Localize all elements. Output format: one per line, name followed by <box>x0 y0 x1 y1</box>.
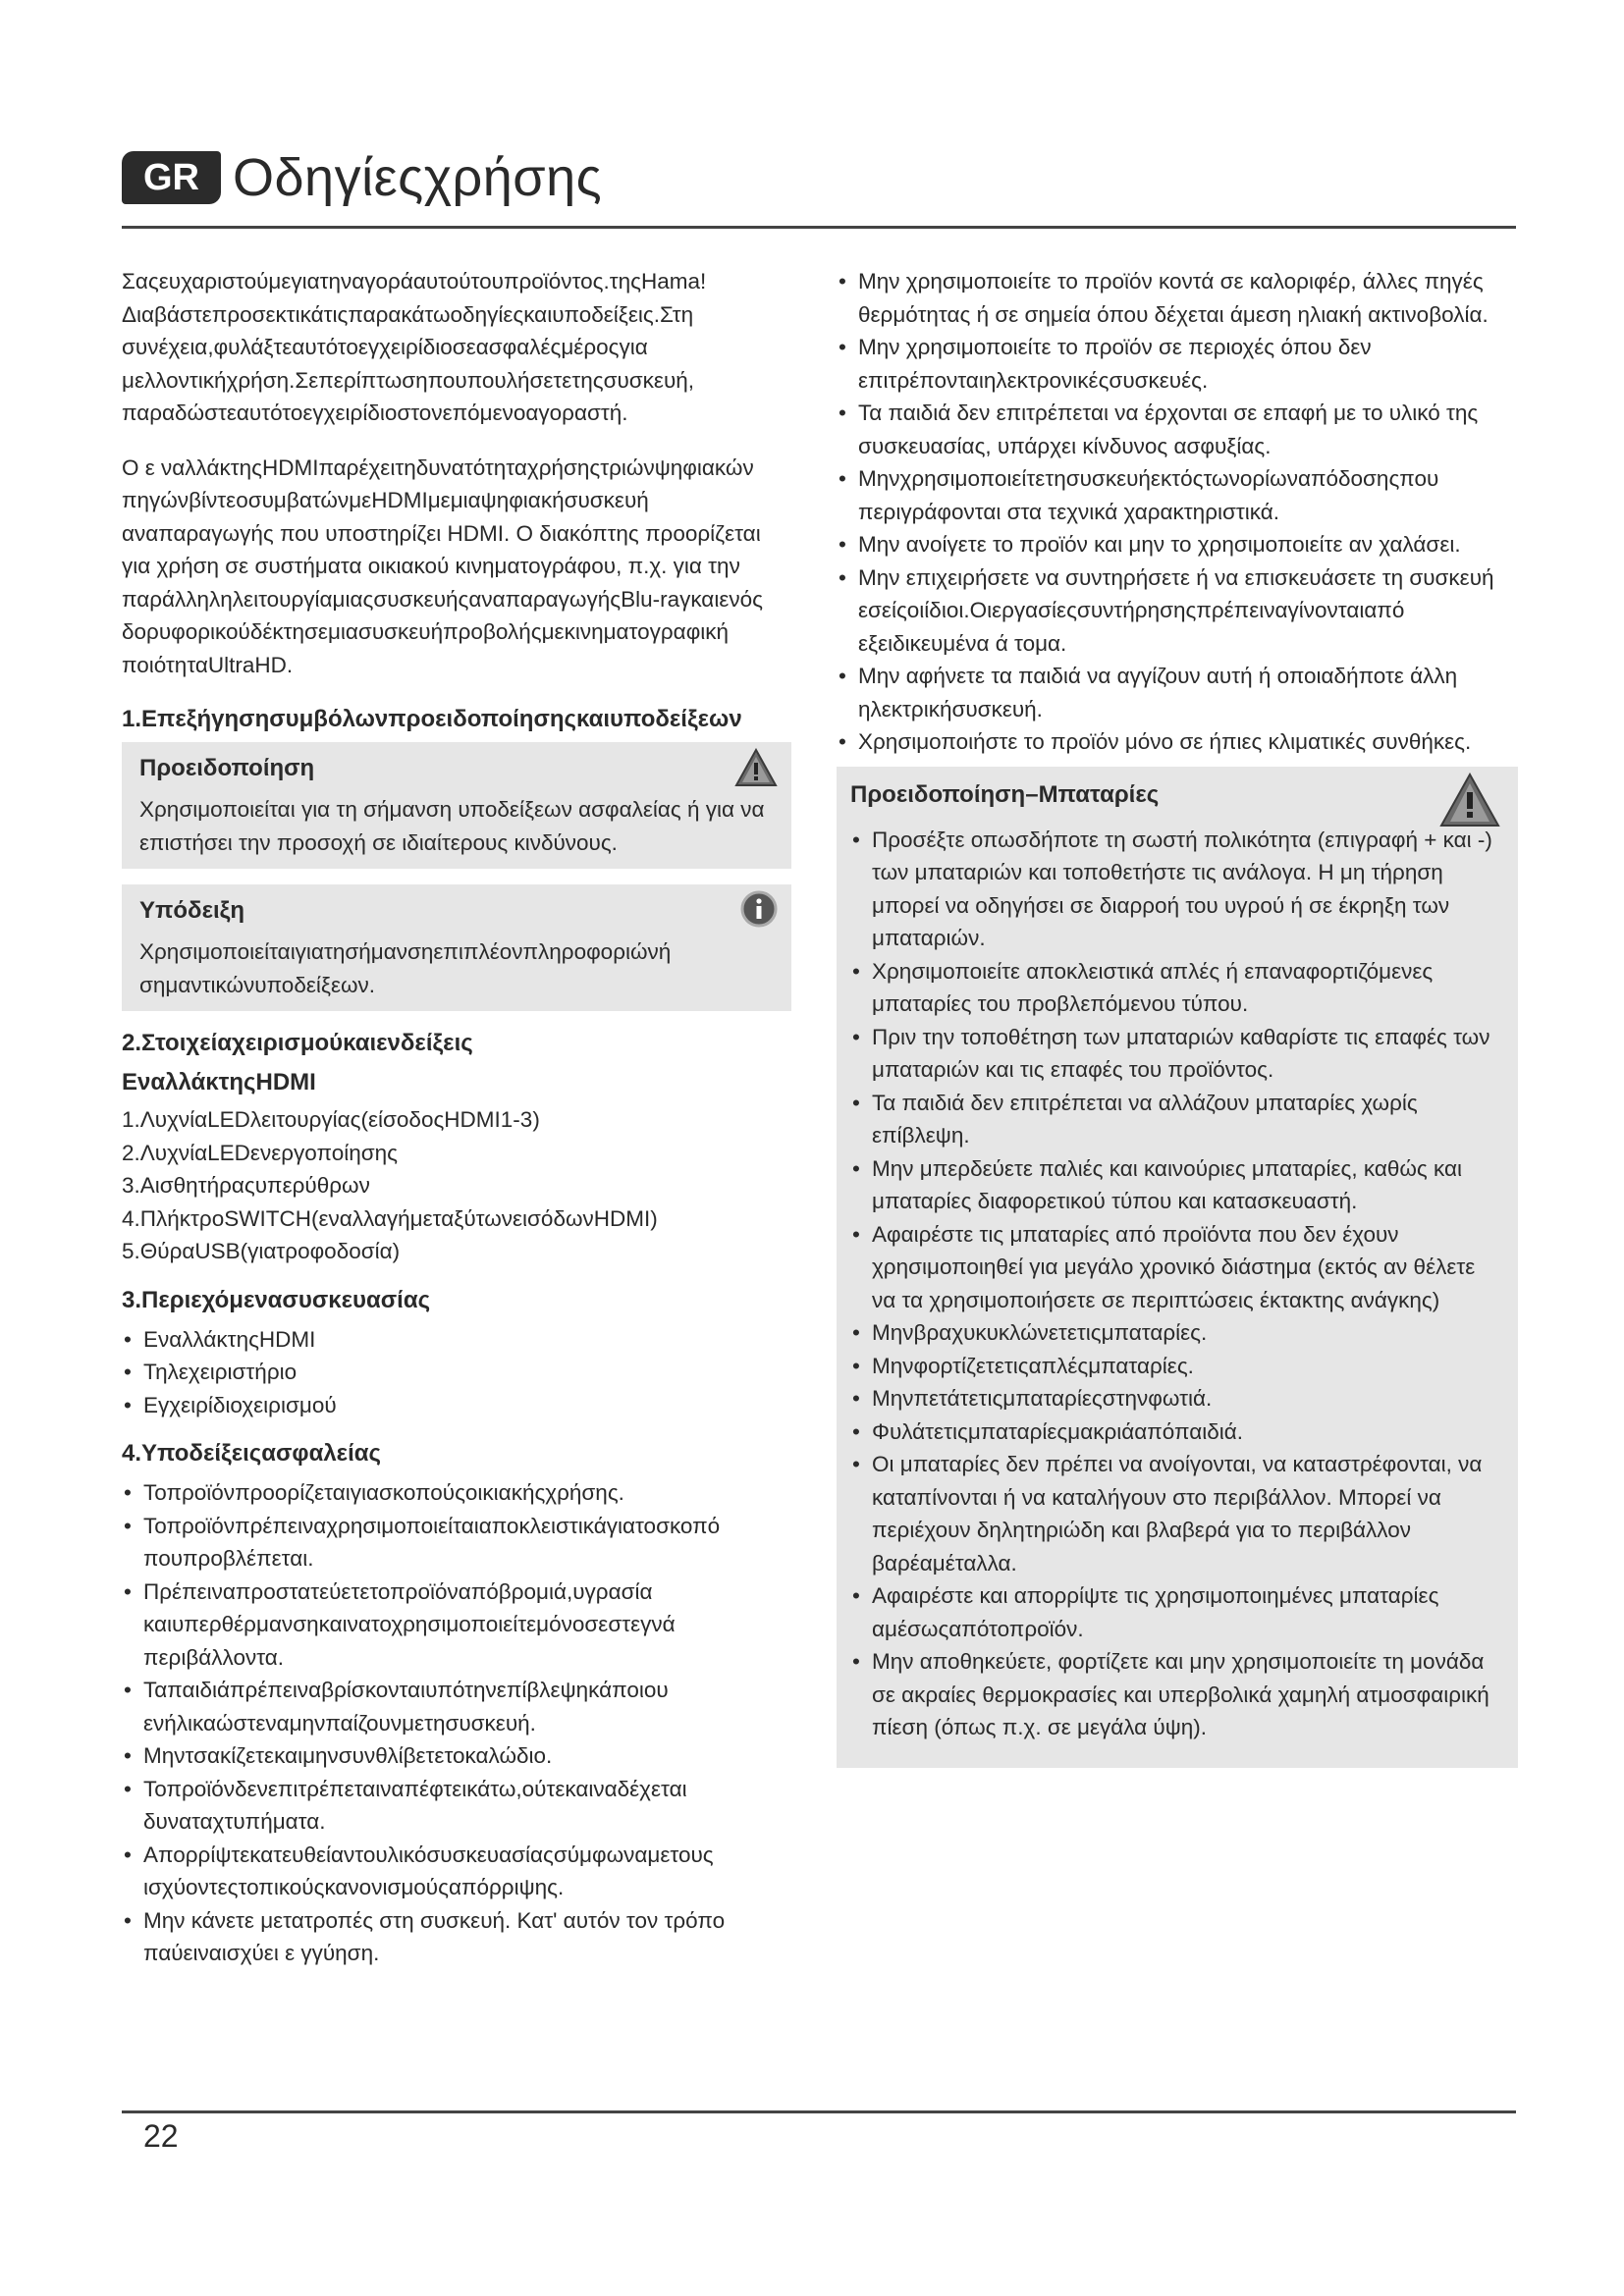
hint-box-text: Χρησιμοποιείταιγιατησήμανσηεπιπλέονπληροφοριώνή σημαντικώνυποδείξεων. <box>139 939 672 997</box>
page-number: 22 <box>143 2118 179 2154</box>
section-2-heading: 2.Στοιχείαχειρισμούκαιενδείξεις <box>122 1030 473 1056</box>
list-item: • Μην αφήνετε τα παιδιά να αγγίζουν αυτή ή οποιαδήποτε άλλη ηλεκτρικήσυσκευή. <box>837 660 1518 725</box>
warning-triangle-icon <box>1439 773 1500 828</box>
list-item: 1.ΛυχνίαLEDλειτουργίας(είσοδοςHDMI1-3) <box>122 1107 540 1132</box>
footer-divider <box>122 2110 1516 2113</box>
list-item: • Φυλάτετιςμπαταρίεςμακριάαπόπαιδιά. <box>850 1415 1500 1449</box>
warning-box-title: Προειδοποίηση <box>139 755 315 781</box>
list-item: • Μην μπερδεύετε παλιές και καινούριες μπαταρίες, καθώς και μπαταρίες διαφορετικού τύπου και κατασκευαστή. <box>850 1152 1500 1218</box>
hint-box <box>122 884 791 1011</box>
list-item: • Απορρίψτεκατευθείαντουλικόσυσκευασίαςσύμφωναμετους ισχύοντεςτοπικούςκανονισμούςαπόρριψης. <box>122 1839 791 1904</box>
list-item: • Εγχειρίδιοχειρισμού <box>122 1389 791 1422</box>
language-badge: GR <box>122 151 221 204</box>
section-2-subheading: ΕναλλάκτηςHDMI <box>122 1069 316 1095</box>
list-item: • Μην χρησιμοποιείτε το προϊόν σε περιοχές όπου δεν επιτρέπονταιηλεκτρονικέςσυσκευές. <box>837 331 1518 397</box>
warning-box-text: Χρησιμοποιείται για τη σήμανση υποδείξεων ασφαλείας ή για να επιστήσει την προσοχή σε ιδιαίτερους κινδύνους. <box>139 797 765 855</box>
warning-triangle-icon <box>734 748 778 787</box>
list-item: 3.Αισθητήραςυπερύθρων <box>122 1173 370 1198</box>
list-item: • Ταπαιδιάπρέπειναβρίσκονταιυπότηνεπίβλεψηκάποιου ενήλικαώστεναμηνπαίζουνμετησυσκευή. <box>122 1674 791 1739</box>
page-header <box>122 147 602 208</box>
list-item: • Μην επιχειρήσετε να συντηρήσετε ή να επισκευάσετε τη συσκευή εσείςοιίδιοι.Οιεργασίεςσυντήρησηςπρέπειναγίνονταιαπό εξειδικευμένα ά τομα. <box>837 561 1518 661</box>
list-item: • Μην ανοίγετε το προϊόν και μην το χρησιμοποιείτε αν χαλάσει. <box>837 528 1518 561</box>
safety-list-continued <box>837 265 1518 759</box>
intro-paragraph-1: Σαςευχαριστούμεγιατηναγοράαυτούτουπροϊόντος.τηςHama! Διαβάστεπροσεκτικάτιςπαρακάτωοδηγίεςκαιυποδείξεις.Στη συνέχεια,φυλάξτεαυτότοεγχειρίδιοσεασφαλέςμέροςγια μελλοντικήχρήση.Σεπερίπτωσηπουπουλήσετετηςσυσκευή, παραδώστεαυτότοεγχειρίδιοστονεπόμενοαγοραστή. <box>122 269 707 425</box>
page-title: Οδηγίεςχρήσης <box>233 148 603 207</box>
list-item: • Πρέπειναπροστατεύετετοπροϊόναπόβρομιά,υγρασία καιυπερθέρμανσηκαινατοχρησιμοποιείτεμόνοσεστεγνά περιβάλλοντα. <box>122 1575 791 1675</box>
warning-box <box>122 742 791 869</box>
list-item: 4.ΠλήκτροSWITCH(εναλλαγήμεταξύτωνεισόδωνHDMI) <box>122 1205 658 1231</box>
info-icon <box>740 890 778 928</box>
list-item: • Μην κάνετε μετατροπές στη συσκευή. Κατ' αυτόν τον τρόπο παύειναισχύει ε γγύηση. <box>122 1904 791 1970</box>
list-item: • Τοπροϊόνδενεπιτρέπεταιναπέφτεικάτω,ούτεκαιναδέχεται δυναταχτυπήματα. <box>122 1773 791 1839</box>
list-item: • Αφαιρέστε και απορρίψτε τις χρησιμοποιημένες μπαταρίες αμέσωςαπότοπροϊόν. <box>850 1579 1500 1645</box>
right-column <box>837 265 1518 1768</box>
controls-list <box>122 1103 791 1268</box>
safety-list <box>122 1476 791 1970</box>
list-item: 5.ΘύραUSB(γιατροφοδοσία) <box>122 1239 401 1263</box>
list-item: • Τοπροϊόνπρέπειναχρησιμοποιείταιαποκλειστικάγιατοσκοπό πουπροβλέπεται. <box>122 1510 791 1575</box>
list-item: • Μην αποθηκεύετε, φορτίζετε και μην χρησιμοποιείτε τη μονάδα σε ακραίες θερμοκρασίες και υπερβολικά χαμηλή ατμοσφαιρική πίεση (όπως π.χ. σε μεγάλα ύψη). <box>850 1645 1500 1744</box>
section-1-heading: 1.Επεξήγησησυμβόλωνπροειδοποίησηςκαιυποδείξεων <box>122 706 742 732</box>
list-item: 2.ΛυχνίαLEDενεργοποίησης <box>122 1140 398 1165</box>
section-4-heading: 4.Υποδείξειςασφαλείας <box>122 1440 381 1467</box>
list-item: • Μηνχρησιμοποιείτετησυσκευήεκτόςτωνορίωναπόδοσηςπου περιγράφονται στα τεχνικά χαρακτηριστικά. <box>837 462 1518 528</box>
hint-box-title: Υπόδειξη <box>139 897 245 924</box>
list-item: • Μηνφορτίζετετιςαπλέςμπαταρίες. <box>850 1350 1500 1383</box>
intro-paragraph-2: Ο ε ναλλάκτηςHDMIπαρέχειτηδυνατότηταχρήσηςτριώνψηφιακών πηγώνβίντεοσυμβατώνμεHDMIμεμιαψηφιακήσυσκευή αναπαραγωγής που υποστηρίζει HDMI. Ο διακόπτης προορίζεται για χρήση σε συστήματα οικιακού κινηματογράφου, π.χ. για την παράλληληλειτουργίαμιαςσυσκευήςαναπαραγωγήςBlu-raγκαιενός δορυφορικούδέκτησεμιασυσκευήπροβολήςμεκινηματογραφική ποιότηταUltraHD. <box>122 454 763 677</box>
list-item: • Οι μπαταρίες δεν πρέπει να ανοίγονται, να καταστρέφονται, να καταπίνονται ή να καταλήγουν στο περιβάλλον. Μπορεί να περιέχουν δηλητηριώδη και βλαβερά για το περιβάλλον βαρέαμέταλλα. <box>850 1448 1500 1579</box>
list-item: • ΕναλλάκτηςHDMI <box>122 1323 791 1357</box>
list-item: • Πριν την τοποθέτηση των μπαταριών καθαρίστε τις επαφές των μπαταριών και τις επαφές του προϊόντος. <box>850 1021 1500 1087</box>
battery-box-title: Προειδοποίηση–Μπαταρίες <box>850 780 1160 808</box>
list-item: • Τα παιδιά δεν επιτρέπεται να αλλάζουν μπαταρίες χωρίς επίβλεψη. <box>850 1087 1500 1152</box>
list-item: • Μηνπετάτετιςμπαταρίεςστηνφωτιά. <box>850 1382 1500 1415</box>
list-item: • Αφαιρέστε τις μπαταρίες από προϊόντα που δεν έχουν χρησιμοποιηθεί για μεγάλο χρονικό διάστημα (εκτός αν θέλετε να τα χρησιμοποιήσετε σε περιπτώσεις έκτακτης ανάγκης) <box>850 1218 1500 1317</box>
list-item: • Προσέξτε οπωσδήποτε τη σωστή πολικότητα (επιγραφή + και -) των μπαταριών και τοποθετήστε τις ανάλογα. Η μη τήρηση μπορεί να οδηγήσει σε διαρροή του υγρού ή σε έκρηξη των μπαταριών. <box>850 824 1500 955</box>
list-item: • Μηντσακίζετεκαιμηνσυνθλίβετετοκαλώδιο. <box>122 1739 791 1773</box>
list-item: • Μην χρησιμοποιείτε το προϊόν κοντά σε καλοριφέρ, άλλες πηγές θερμότητας ή σε σημεία όπου δέχεται άμεση ηλιακή ακτινοβολία. <box>837 265 1518 331</box>
list-item: • Τηλεχειριστήριο <box>122 1356 791 1389</box>
battery-list <box>850 824 1500 1744</box>
left-column <box>122 265 791 1978</box>
list-item: • Τα παιδιά δεν επιτρέπεται να έρχονται σε επαφή με το υλικό της συσκευασίας, υπάρχει κίνδυνος ασφυξίας. <box>837 397 1518 462</box>
header-divider <box>122 226 1516 229</box>
section-3-heading: 3.Περιεχόμενασυσκευασίας <box>122 1286 431 1313</box>
package-list <box>122 1323 791 1422</box>
list-item: • Χρησιμοποιείτε αποκλειστικά απλές ή επαναφορτιζόμενες μπαταρίες του προβλεπόμενου τύπου. <box>850 955 1500 1021</box>
list-item: • Χρησιμοποιήστε το προϊόν μόνο σε ήπιες κλιματικές συνθήκες. <box>837 725 1518 759</box>
list-item: • Τοπροϊόνπροορίζεταιγιασκοπούςοικιακήςχρήσης. <box>122 1476 791 1510</box>
battery-warning-box <box>837 767 1518 1768</box>
list-item: • Μηνβραχυκυκλώνετετιςμπαταρίες. <box>850 1316 1500 1350</box>
